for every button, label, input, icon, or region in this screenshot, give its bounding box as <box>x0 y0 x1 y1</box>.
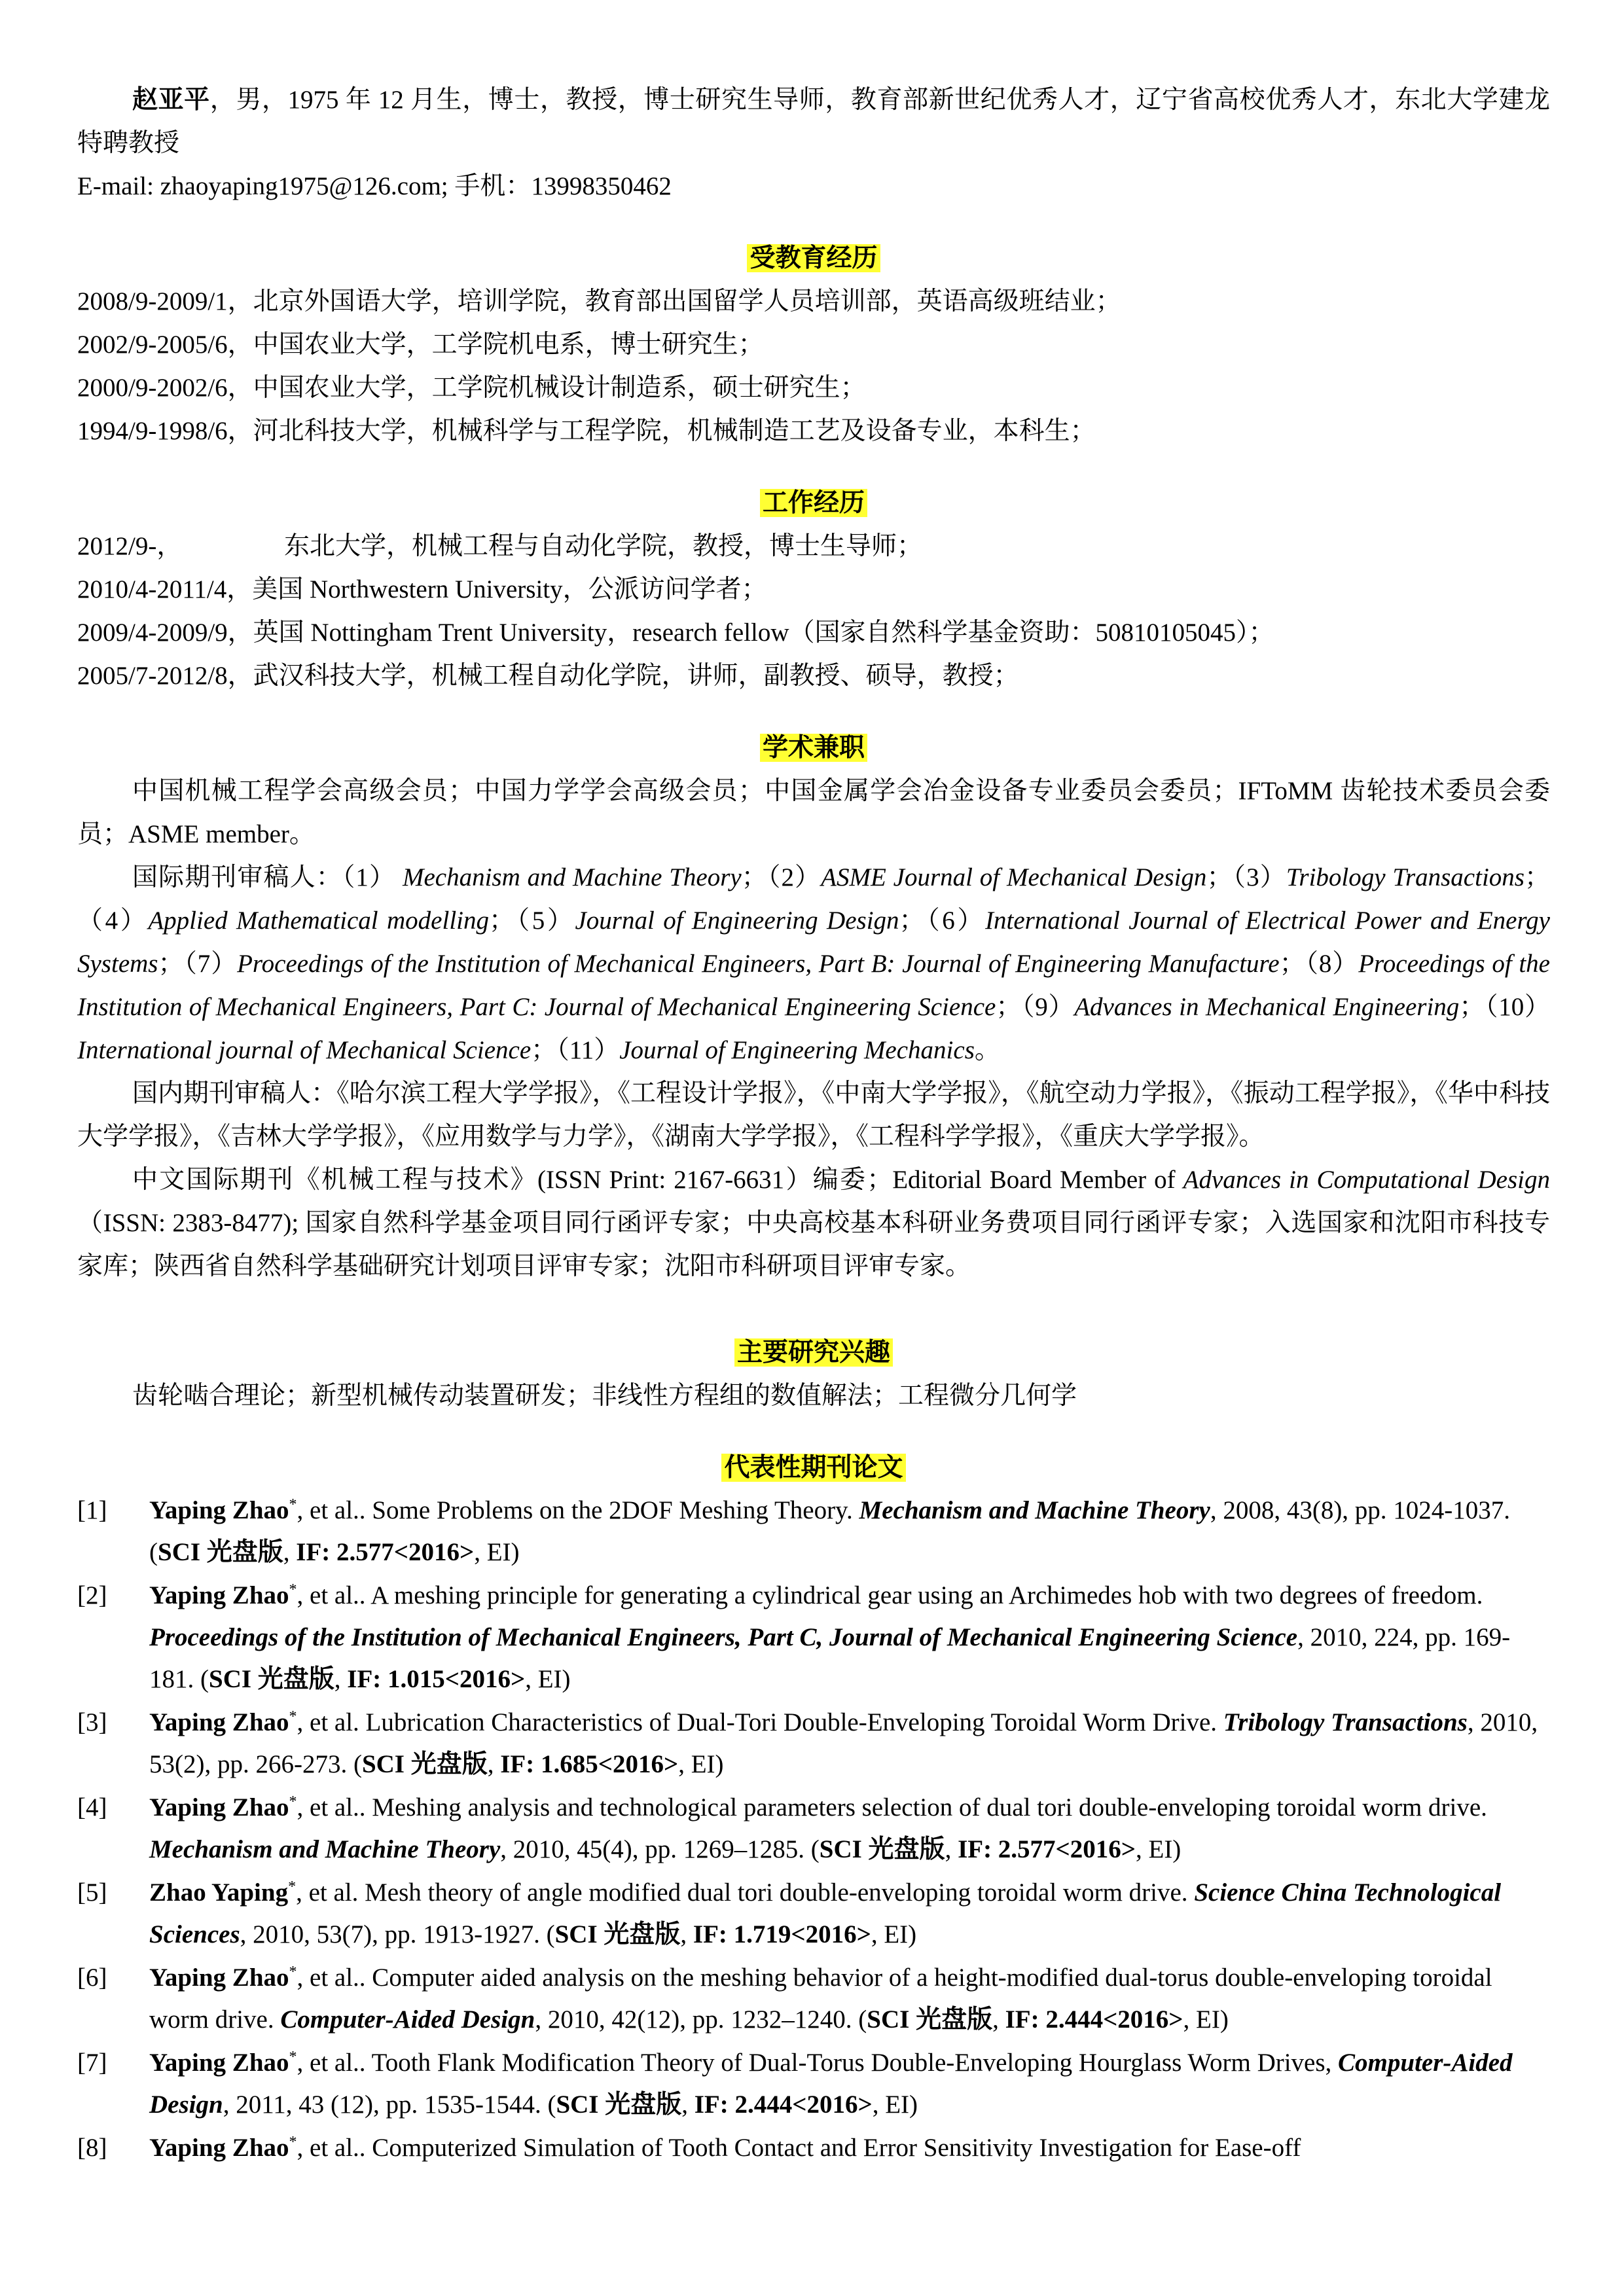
paper-item <box>77 2127 1550 2169</box>
research-interests: 齿轮啮合理论；新型机械传动装置研发；非线性方程组的数值解法；工程微分几何学 <box>132 1382 1077 1410</box>
section-education-heading: 受教育经历 <box>77 237 1550 280</box>
paper-number: [4] <box>77 1793 107 1821</box>
paper-number: [1] <box>77 1496 107 1524</box>
intl-journal-sep: ； <box>996 993 1022 1021</box>
work-item-text: 东北大学，机械工程与自动化学院，教授，博士生导师； <box>284 532 923 560</box>
paper-journal: Tribology Transactions <box>1223 1708 1468 1736</box>
paper-author-mark: * <box>289 1708 297 1725</box>
intl-journal-number: （8） <box>1305 950 1359 978</box>
paper-index-sci: SCI 光盘版 <box>158 1538 283 1566</box>
paper-index-ei: , EI) <box>1183 2005 1229 2034</box>
paper-author: Yaping Zhao <box>149 1708 289 1736</box>
intl-journal-sep: ； <box>1206 863 1233 891</box>
intl-journal-sep: ； <box>741 863 767 891</box>
paper-author-mark: * <box>289 1496 297 1513</box>
paper-impact-factor: IF: 2.444<2016> <box>694 2090 873 2119</box>
intl-journal-name: International journal of Mechanical Science <box>77 1036 532 1064</box>
paper-author: Yaping Zhao <box>149 2049 289 2077</box>
paper-item <box>77 1872 1550 1956</box>
intl-journal-number: （5） <box>514 906 575 935</box>
intl-journal-sep: ； <box>899 906 925 935</box>
paper-impact-factor: IF: 1.685<2016> <box>500 1750 679 1778</box>
profile-intro <box>77 79 1550 165</box>
paper-author: Yaping Zhao <box>149 1581 289 1609</box>
paper-index-ei: , EI) <box>525 1665 571 1693</box>
paper-list <box>77 1490 1550 2169</box>
paper-title: , et al.. Computer aided analysis on the meshing behavior of a height-modified dual-torus double-enveloping toroidal worm drive. <box>149 1964 1492 2034</box>
paper-title: , et al.. Meshing analysis and technological parameters selection of dual tori double-enveloping toroidal worm drive. <box>297 1793 1487 1821</box>
paper-journal: Proceedings of the Institution of Mechanical Engineers, Part C, Journal of Mechanical Engineering Science <box>149 1623 1298 1651</box>
paper-index-ei: , EI) <box>871 1920 917 1948</box>
paper-title: , et al.. Computerized Simulation of Tooth Contact and Error Sensitivity Investigation for Ease-off <box>297 2134 1301 2162</box>
paper-sep: , <box>283 1538 297 1566</box>
paper-index-ei: , EI) <box>678 1750 724 1778</box>
education-item: 2008/9-2009/1，北京外国语大学，培训学院，教育部出国留学人员培训部，英语高级班结业； <box>77 287 1121 315</box>
work-item-date: 2012/9-， <box>77 532 183 560</box>
paper-details: , 2011, 43 (12), pp. 1535-1544. ( <box>223 2090 556 2119</box>
paper-journal: Mechanism and Machine Theory <box>859 1496 1210 1524</box>
paper-impact-factor: IF: 2.577<2016> <box>958 1835 1136 1863</box>
paper-title: , et al.. Tooth Flank Modification Theory of Dual-Torus Double-Enveloping Hourglass Worm Drives, <box>297 2049 1339 2077</box>
intl-journal-number: （6） <box>924 906 986 935</box>
intl-journal-list <box>77 863 1550 1064</box>
intl-journal-name: Mechanism and Machine Theory <box>402 863 742 891</box>
section-work-heading: 工作经历 <box>77 482 1550 525</box>
paper-journal: Computer-Aided Design <box>280 2005 535 2034</box>
paper-impact-factor: IF: 1.015<2016> <box>347 1665 526 1693</box>
paper-title: , et al.. A meshing principle for generating a cylindrical gear using an Archimedes hob with two degrees of freedom. <box>297 1581 1483 1609</box>
paper-author-mark: * <box>289 1793 297 1810</box>
paper-sep: , <box>992 2005 1005 2034</box>
intl-journal-sep: ； <box>1459 993 1485 1021</box>
intl-journal-number: （3） <box>1232 863 1286 891</box>
intl-journal-name: Applied Mathematical modelling <box>148 906 489 935</box>
work-list <box>77 525 1550 698</box>
paper-index-sci: SCI 光盘版 <box>209 1665 334 1693</box>
paper-number: [6] <box>77 1964 107 1992</box>
intl-journal-name: Advances in Mechanical Engineering <box>1074 993 1460 1021</box>
intl-journal-number: （1） <box>342 863 403 891</box>
intl-journal-name: Tribology Transactions <box>1286 863 1525 891</box>
intl-reviewer: 国际期刊审稿人：（1） Mechanism and Machine Theory；（2）ASME Journal of Mechanical Design；（3）Tribology Transactions；（4）Applied Mathematical modelling；（5）Journal of Engineering Design；（6）International Journal of Electrical Power and Energy Systems；（7）Proceedings of the Institution of Mechanical Engineers, Part B: Journal of Engineering Manufacture；（8）Proceedings of the Institution of Mechanical Engineers, Part C: Journal of Mechanical Engineering Science；（9）Advances in Mechanical Engineering；（10）International journal of Mechanical Science；（11）Journal of Engineering Mechanics。 <box>77 863 1550 1064</box>
intl-journal-sep: ； <box>489 906 515 935</box>
paper-index-sci: SCI 光盘版 <box>361 1750 488 1778</box>
education-item: 2000/9-2002/6，中国农业大学，工学院机械设计制造系，硕士研究生； <box>77 374 866 402</box>
section-papers-heading: 代表性期刊论文 <box>77 1446 1550 1490</box>
paper-journal: Computer-Aided Design <box>149 2049 1513 2119</box>
cv-page <box>77 79 1550 2169</box>
education-list <box>77 280 1550 453</box>
paper-number: [5] <box>77 1878 107 1907</box>
intl-journal-number: （4） <box>77 906 149 935</box>
paper-author-mark: * <box>289 2049 297 2066</box>
paper-details: , 2010, 53(2), pp. 266-273. ( <box>149 1708 1538 1778</box>
education-item: 2002/9-2005/6，中国农业大学，工学院机电系，博士研究生； <box>77 331 764 359</box>
intl-journal-name: Proceedings of the Institution of Mechanical Engineers, Part C: Journal of Mechanical Engineering Science <box>77 950 1550 1021</box>
paper-details: , 2010, 45(4), pp. 1269–1285. ( <box>500 1835 820 1863</box>
paper-impact-factor: IF: 1.719<2016> <box>693 1920 871 1948</box>
paper-author: Yaping Zhao <box>149 2134 289 2162</box>
paper-number: [7] <box>77 2049 107 2077</box>
paper-author: Yaping Zhao <box>149 1793 289 1821</box>
paper-author-mark: * <box>289 1581 297 1598</box>
paper-title: , et al.. Some Problems on the 2DOF Meshing Theory. <box>297 1496 859 1524</box>
academic-memberships: 中国机械工程学会高级会员；中国力学学会高级会员；中国金属学会冶金设备专业委员会委员；IFToMM 齿轮技术委员会委员；ASME member。 <box>77 777 1550 848</box>
section-academic-heading: 学术兼职 <box>77 726 1550 770</box>
profile-contact: E-mail: zhaoyaping1975@126.com; 手机：13998350462 <box>77 172 672 200</box>
paper-journal: Mechanism and Machine Theory <box>149 1835 501 1863</box>
paper-author: Yaping Zhao <box>149 1496 289 1524</box>
intl-journal-sep: ； <box>1524 863 1550 891</box>
paper-impact-factor: IF: 2.444<2016> <box>1005 2005 1183 2034</box>
intl-journal-sep: 。 <box>974 1036 1000 1064</box>
paper-item <box>77 1575 1550 1700</box>
paper-sep: , <box>487 1750 501 1778</box>
editorial-roles: 中文国际期刊《机械工程与技术》(ISSN Print: 2167-6631）编委；Editorial Board Member of Advances in Computational Design（ISSN: 2383-8477); 国家自然科学基金项目同行函评专家；中央高校基本科研业务费项目同行函评专家；入选国家和沈阳市科技专家库；陕西省自然科学基础研究计划项目评审专家；沈阳市科研项目评审专家。 <box>77 1166 1550 1280</box>
intl-journal-name: ASME Journal of Mechanical Design <box>821 863 1207 891</box>
editorial-journal: Advances in Computational Design <box>1183 1166 1550 1194</box>
intl-journal-number: （11） <box>556 1036 620 1064</box>
paper-sep: , <box>334 1665 348 1693</box>
paper-author: Yaping Zhao <box>149 1964 289 1992</box>
paper-sep: , <box>680 1920 693 1948</box>
paper-item <box>77 1787 1550 1871</box>
paper-index-ei: , EI) <box>872 2090 918 2119</box>
education-item: 1994/9-1998/6，河北科技大学，机械科学与工程学院，机械制造工艺及设备专业，本科生； <box>77 417 1096 445</box>
paper-item <box>77 1957 1550 2041</box>
paper-index-sci: SCI 光盘版 <box>819 1835 945 1863</box>
section-research-heading: 主要研究兴趣 <box>77 1331 1550 1374</box>
paper-index-ei: , EI) <box>1136 1835 1182 1863</box>
paper-details: , 2010, 42(12), pp. 1232–1240. ( <box>535 2005 867 2034</box>
paper-index-sci: SCI 光盘版 <box>554 1920 681 1948</box>
paper-author-mark: * <box>288 1878 297 1895</box>
paper-sep: , <box>945 1835 958 1863</box>
paper-journal: Science China Technological Sciences <box>149 1878 1502 1948</box>
intl-journal-sep: ； <box>158 950 184 978</box>
paper-number: [8] <box>77 2134 107 2162</box>
paper-details: , 2010, 224, pp. 169-181. ( <box>149 1623 1511 1693</box>
paper-title: , et al. Mesh theory of angle modified dual tori double-enveloping toroidal worm drive. <box>296 1878 1195 1907</box>
intl-journal-sep: ； <box>531 1036 557 1064</box>
paper-details: , 2010, 53(7), pp. 1913-1927. ( <box>240 1920 555 1948</box>
paper-index-sci: SCI 光盘版 <box>867 2005 993 2034</box>
paper-item <box>77 1490 1550 1573</box>
paper-details: , 2008, 43(8), pp. 1024-1037. ( <box>149 1496 1511 1566</box>
paper-title: , et al. Lubrication Characteristics of Dual-Tori Double-Enveloping Toroidal Worm Drive. <box>297 1708 1223 1736</box>
intl-journal-number: （7） <box>183 950 238 978</box>
paper-item <box>77 1702 1550 1785</box>
intl-journal-sep: ； <box>1279 950 1305 978</box>
domestic-reviewer: 国内期刊审稿人：《哈尔滨工程大学学报》，《工程设计学报》，《中南大学学报》，《航空动力学报》，《振动工程学报》，《华中科技大学学报》，《吉林大学学报》，《应用数学与力学》，《湖南大学学报》，《工程科学学报》，《重庆大学学报》。 <box>77 1079 1550 1151</box>
paper-number: [3] <box>77 1708 107 1736</box>
paper-author: Zhao Yaping <box>149 1878 289 1907</box>
paper-index-ei: , EI) <box>474 1538 520 1566</box>
paper-sep: , <box>681 2090 695 2119</box>
paper-index-sci: SCI 光盘版 <box>556 2090 682 2119</box>
work-item: 2009/4-2009/9，英国 Nottingham Trent University，research fellow（国家自然科学基金资助：50810105045）； <box>77 619 1274 647</box>
intl-journal-name: Proceedings of the Institution of Mechanical Engineers, Part B: Journal of Engineering Manufacture <box>237 950 1280 978</box>
profile-intro-text: ，男，1975 年 12 月生，博士，教授，博士研究生导师，教育部新世纪优秀人才，辽宁省高校优秀人才，东北大学建龙特聘教授 <box>77 86 1550 157</box>
paper-impact-factor: IF: 2.577<2016> <box>296 1538 475 1566</box>
paper-item <box>77 2042 1550 2126</box>
work-item: 2005/7-2012/8，武汉科技大学，机械工程自动化学院，讲师，副教授、硕导，教授； <box>77 662 1019 690</box>
work-item <box>77 525 1550 568</box>
intl-journal-number: （10） <box>1485 993 1550 1021</box>
paper-author-mark: * <box>289 2134 297 2151</box>
paper-author-mark: * <box>289 1964 297 1981</box>
intl-journal-name: International Journal of Electrical Power and Energy Systems <box>77 906 1550 978</box>
work-item: 2010/4-2011/4，美国 Northwestern University，公派访问学者； <box>77 575 767 603</box>
intl-journal-number: （2） <box>767 863 821 891</box>
paper-number: [2] <box>77 1581 107 1609</box>
profile-name: 赵亚平 <box>132 86 210 114</box>
intl-journal-number: （9） <box>1021 993 1075 1021</box>
intl-journal-name: Journal of Engineering Design <box>575 906 899 935</box>
intl-journal-name: Journal of Engineering Mechanics <box>619 1036 975 1064</box>
